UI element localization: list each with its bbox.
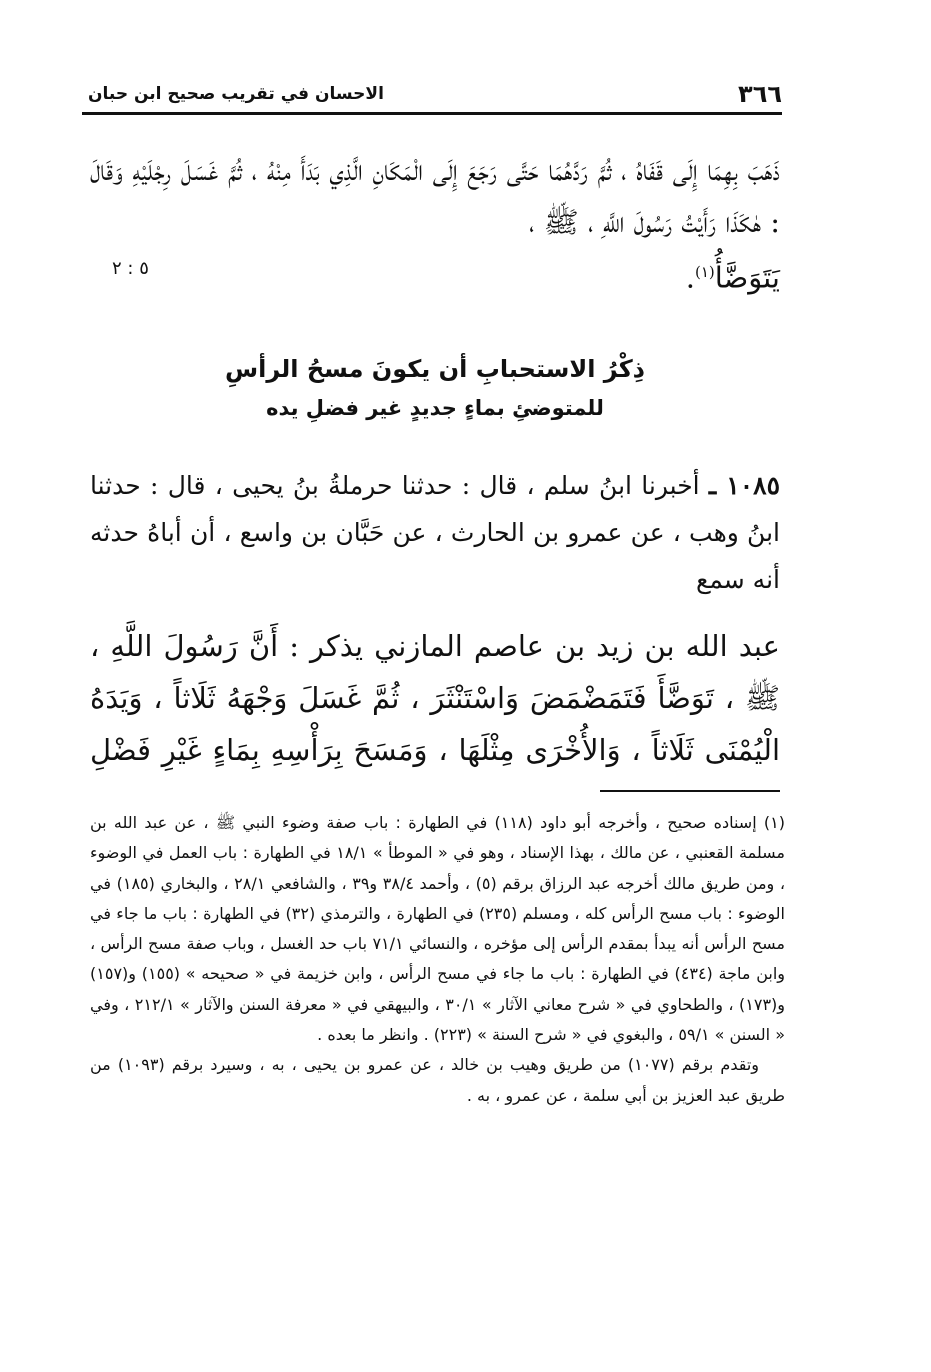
previous-hadith-ending (686, 248, 780, 302)
hadith-matn-line2: ﷺ ، تَوَضَّأَ فَتَمَضْمَضَ وَاسْتَنْثَرَ ، ثُمَّ غَسَلَ وَجْهَهُ ثَلَاثاً ، وَيَدَهُ (90, 681, 780, 715)
hadith-matn-line1: عبد الله بن زيد بن عاصم المازني يذكر : أَنَّ رَسُولَ اللَّهِ ، (90, 629, 780, 663)
footnote-1-continuation: وتقدم برقم (١٠٧٧) من طريق وهيب بن خالد ، عن عمرو بن يحيى ، به ، وسيرد برقم (١٠٩٣) من طريق عبد العزيز بن أبي سلمة ، عن عمرو ، به . (90, 1055, 785, 1105)
running-title: الاحسان في تقريب صحيح ابن حبان (88, 84, 384, 104)
hadith-matn-line3: الْيُمْنَى ثَلَاثاً ، وَالأُخْرَى مِثْلَهَا ، وَمَسَحَ بِرَأْسِهِ بِمَاءٍ غَيْرِ فَضْلِ (90, 733, 780, 767)
previous-hadith-continuation (90, 144, 780, 248)
hadith-matn-paragraph (90, 620, 780, 776)
footnote-divider (600, 790, 780, 792)
footnote-reference-1: (١) (694, 263, 715, 281)
cross-reference: ٥ : ٢ (112, 258, 149, 279)
page-number: ٣٦٦ (738, 80, 782, 108)
previous-hadith-last-word: يَتَوَضَّأُ (714, 260, 780, 295)
hadith-number: ١٠٨٥ ـ (708, 471, 780, 500)
footnote-1: (١) إسناده صحيح ، وأخرجه أبو داود (١١٨) في الطهارة : باب صفة وضوء النبي ﷺ ، عن عبد الله بن مسلمة القعنبي ، عن مالك ، بهذا الإسناد ، وهو في « الموطأ » ١٨/١ في الطهارة : باب العمل في الوضوء ، ومن طريق مالك أخرجه عبد الرزاق برقم (٥) ، وأحمد ٣٨/٤ و٣٩ ، والشافعي ٢٨/١ ، والبخاري (١٨٥) في الوضوء : باب مسح الرأس كله ، ومسلم (٢٣٥) في الطهارة ، والترمذي (٣٢) في الطهارة : باب ما جاء في مسح الرأس أنه يبدأ بمقدم الرأس إلى مؤخره ، والنسائي ٧١/١ باب حد الغسل ، وباب صفة مسح الرأس ، وابن ماجة (٤٣٤) في الطهارة : باب ما جاء في مسح الرأس ، وابن خزيمة في « صحيحه » (١٥٥) و(١٥٧) و(١٧٣) ، والطحاوي في « شرح معاني الآثار » ٣٠/١ ، والبيهقي في « معرفة السنن والآثار » ٢١٢/١ ، وفي « السنن » ٥٩/١ ، والبغوي في « شرح السنة » (٢٢٣) . وانظر ما بعده . (90, 813, 786, 1045)
hadith-isnad-paragraph (90, 462, 780, 603)
previous-hadith-last-line (90, 248, 780, 296)
header-divider (82, 112, 782, 115)
footnotes (90, 808, 785, 1111)
section-heading (90, 348, 780, 426)
hadith-isnad: أخبرنا ابنُ سلم ، قال : حدثنا حرملةُ بنُ يحيى ، قال : حدثنا ابنُ وهب ، عن عمرو بن الحارث ، عن حَبَّان بن واسع ، أن أباهُ حدثه أنه سمع (90, 471, 780, 594)
section-heading-line2: للمتوضئِ بماءٍ جديدٍ غير فضلِ يده (266, 396, 604, 420)
end-dot: . (685, 260, 695, 295)
previous-hadith-text: ذَهَبَ بِهِمَا إِلَى قَفَاهُ ، ثُمَّ رَدَّهُمَا حَتَّى رَجَعَ إِلَى الْمَكَانِ الَّذِي بَدَأَ مِنْهُ ، ثُمَّ غَسَلَ رِجْلَيْهِ وَقَالَ : هٰكَذَا رَأَيْتُ رَسُولَ اللَّهِ ، ﷺ ، (90, 153, 780, 239)
page-header (82, 78, 782, 112)
section-heading-line1: ذِكْرُ الاستحبابِ أن يكونَ مسحُ الرأسِ (225, 355, 645, 383)
